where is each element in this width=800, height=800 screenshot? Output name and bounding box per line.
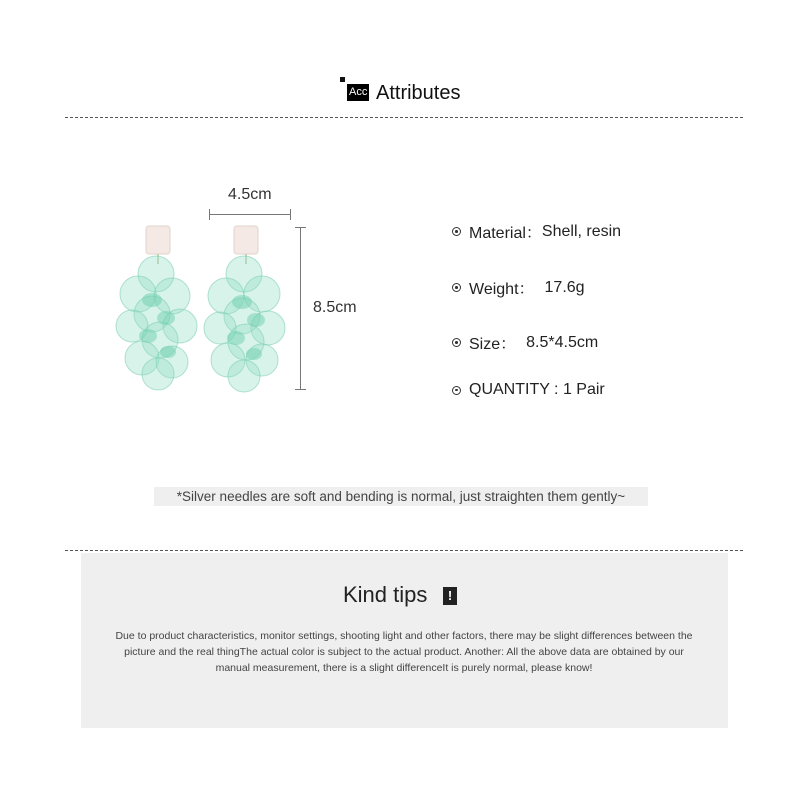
attribute-material <box>452 220 621 243</box>
attribute-weight <box>452 276 585 299</box>
bullet-icon <box>452 386 461 395</box>
header-badge: Acc <box>347 84 369 101</box>
divider-middle <box>65 550 743 551</box>
height-line <box>300 227 301 390</box>
height-cap-bottom <box>295 389 306 390</box>
height-label: 8.5cm <box>313 299 357 316</box>
bullet-icon <box>452 227 461 236</box>
earring-left-image <box>110 222 206 402</box>
exclamation-icon: ! <box>443 587 457 605</box>
attribute-label: QUANTITY : 1 Pair <box>469 381 605 398</box>
attribute-label: Weight： <box>469 281 535 298</box>
attribute-size <box>452 331 598 354</box>
needle-note: *Silver needles are soft and bending is normal, just straighten them gently~ <box>154 487 648 506</box>
width-line <box>209 214 291 215</box>
attribute-value: Shell, resin <box>541 222 622 240</box>
tips-text: Due to product characteristics, monitor settings, shooting light and other factors, there may be slight differences between the picture and the real thingThe actual color is subject to the actual product. Another: All the above data are obtained by our manual measurement, there is a slight differenceIt is purely normal, please know! <box>115 630 693 674</box>
section-title: Attributes <box>376 82 461 104</box>
attribute-quantity <box>452 381 605 399</box>
header-square-icon <box>340 77 345 82</box>
bullet-icon <box>452 338 461 347</box>
height-cap-top <box>295 227 306 228</box>
divider-top <box>65 117 743 118</box>
attribute-value: 8.5*4.5cm <box>526 333 599 351</box>
earring-right-image <box>198 222 294 402</box>
bullet-icon <box>452 283 461 292</box>
attribute-label: Material： <box>469 225 542 242</box>
width-cap-left <box>209 209 210 220</box>
width-cap-right <box>290 209 291 220</box>
tips-title: Kind tips <box>343 582 428 607</box>
attribute-label: Size： <box>469 336 517 353</box>
width-label: 4.5cm <box>228 186 272 203</box>
attribute-value: 17.6g <box>544 278 585 296</box>
